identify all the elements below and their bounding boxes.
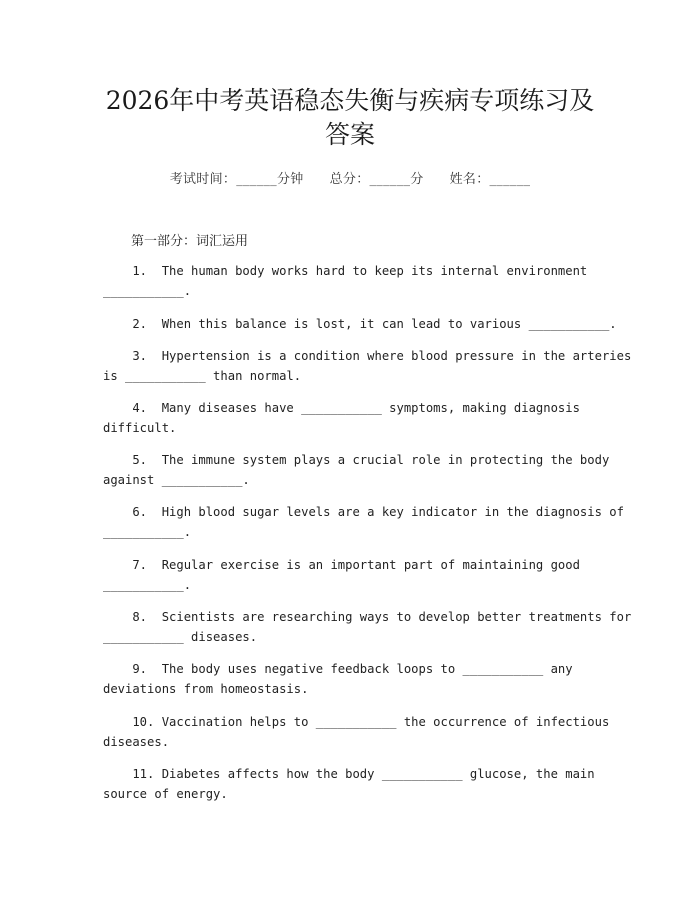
title-line-2: 答案 — [324, 120, 375, 149]
question-line: 2. When this balance is lost, it can lead to various ___________. — [103, 317, 617, 331]
question-line: diseases. — [103, 735, 170, 749]
question-10 — [103, 712, 610, 752]
question-line: 10. Vaccination helps to ___________ the occurrence of infectious — [103, 715, 610, 729]
question-7 — [103, 555, 603, 595]
question-line: 8. Scientists are researching ways to develop better treatments for — [103, 610, 632, 624]
question-line: 5. The immune system plays a crucial role in protecting the body — [103, 453, 610, 467]
section-title: 第一部分：词汇运用 — [131, 234, 249, 249]
exam-meta — [0, 168, 700, 187]
question-line: 3. Hypertension is a condition where blood pressure in the arteries — [103, 349, 632, 363]
question-line: ___________. — [103, 578, 192, 592]
exam-time: 考试时间：______分钟 — [169, 172, 304, 187]
question-8 — [103, 607, 632, 647]
question-1 — [103, 261, 603, 301]
question-9 — [103, 659, 603, 699]
question-line: 4. Many diseases have ___________ symptoms, making diagnosis — [103, 401, 580, 415]
question-2 — [103, 314, 617, 334]
page-title — [90, 84, 610, 152]
question-line: deviations from homeostasis. — [103, 682, 309, 696]
question-3 — [103, 346, 632, 386]
question-line: 6. High blood sugar levels are a key indicator in the diagnosis of — [103, 505, 624, 519]
question-line: ___________ diseases. — [103, 630, 258, 644]
question-line: difficult. — [103, 421, 177, 435]
question-line: 1. The human body works hard to keep its internal environment — [103, 264, 588, 278]
question-line: is ___________ than normal. — [103, 369, 302, 383]
question-line: against ___________. — [103, 473, 250, 487]
title-line-1: 2026年中考英语稳态失衡与疾病专项练习及 — [105, 86, 595, 115]
question-line: source of energy. — [103, 787, 228, 801]
question-4 — [103, 398, 603, 438]
question-line: ___________. — [103, 525, 192, 539]
question-line: 11. Diabetes affects how the body ___________ glucose, the main — [103, 767, 595, 781]
question-line: 7. Regular exercise is an important part of maintaining good — [103, 558, 580, 572]
question-6 — [103, 502, 624, 542]
question-line: 9. The body uses negative feedback loops to ___________ any — [103, 662, 573, 676]
question-11 — [103, 764, 603, 804]
question-line: ___________. — [103, 284, 192, 298]
question-5 — [103, 450, 610, 490]
exam-score: 总分：______分 — [329, 172, 424, 187]
exam-name: 姓名：______ — [449, 172, 531, 187]
